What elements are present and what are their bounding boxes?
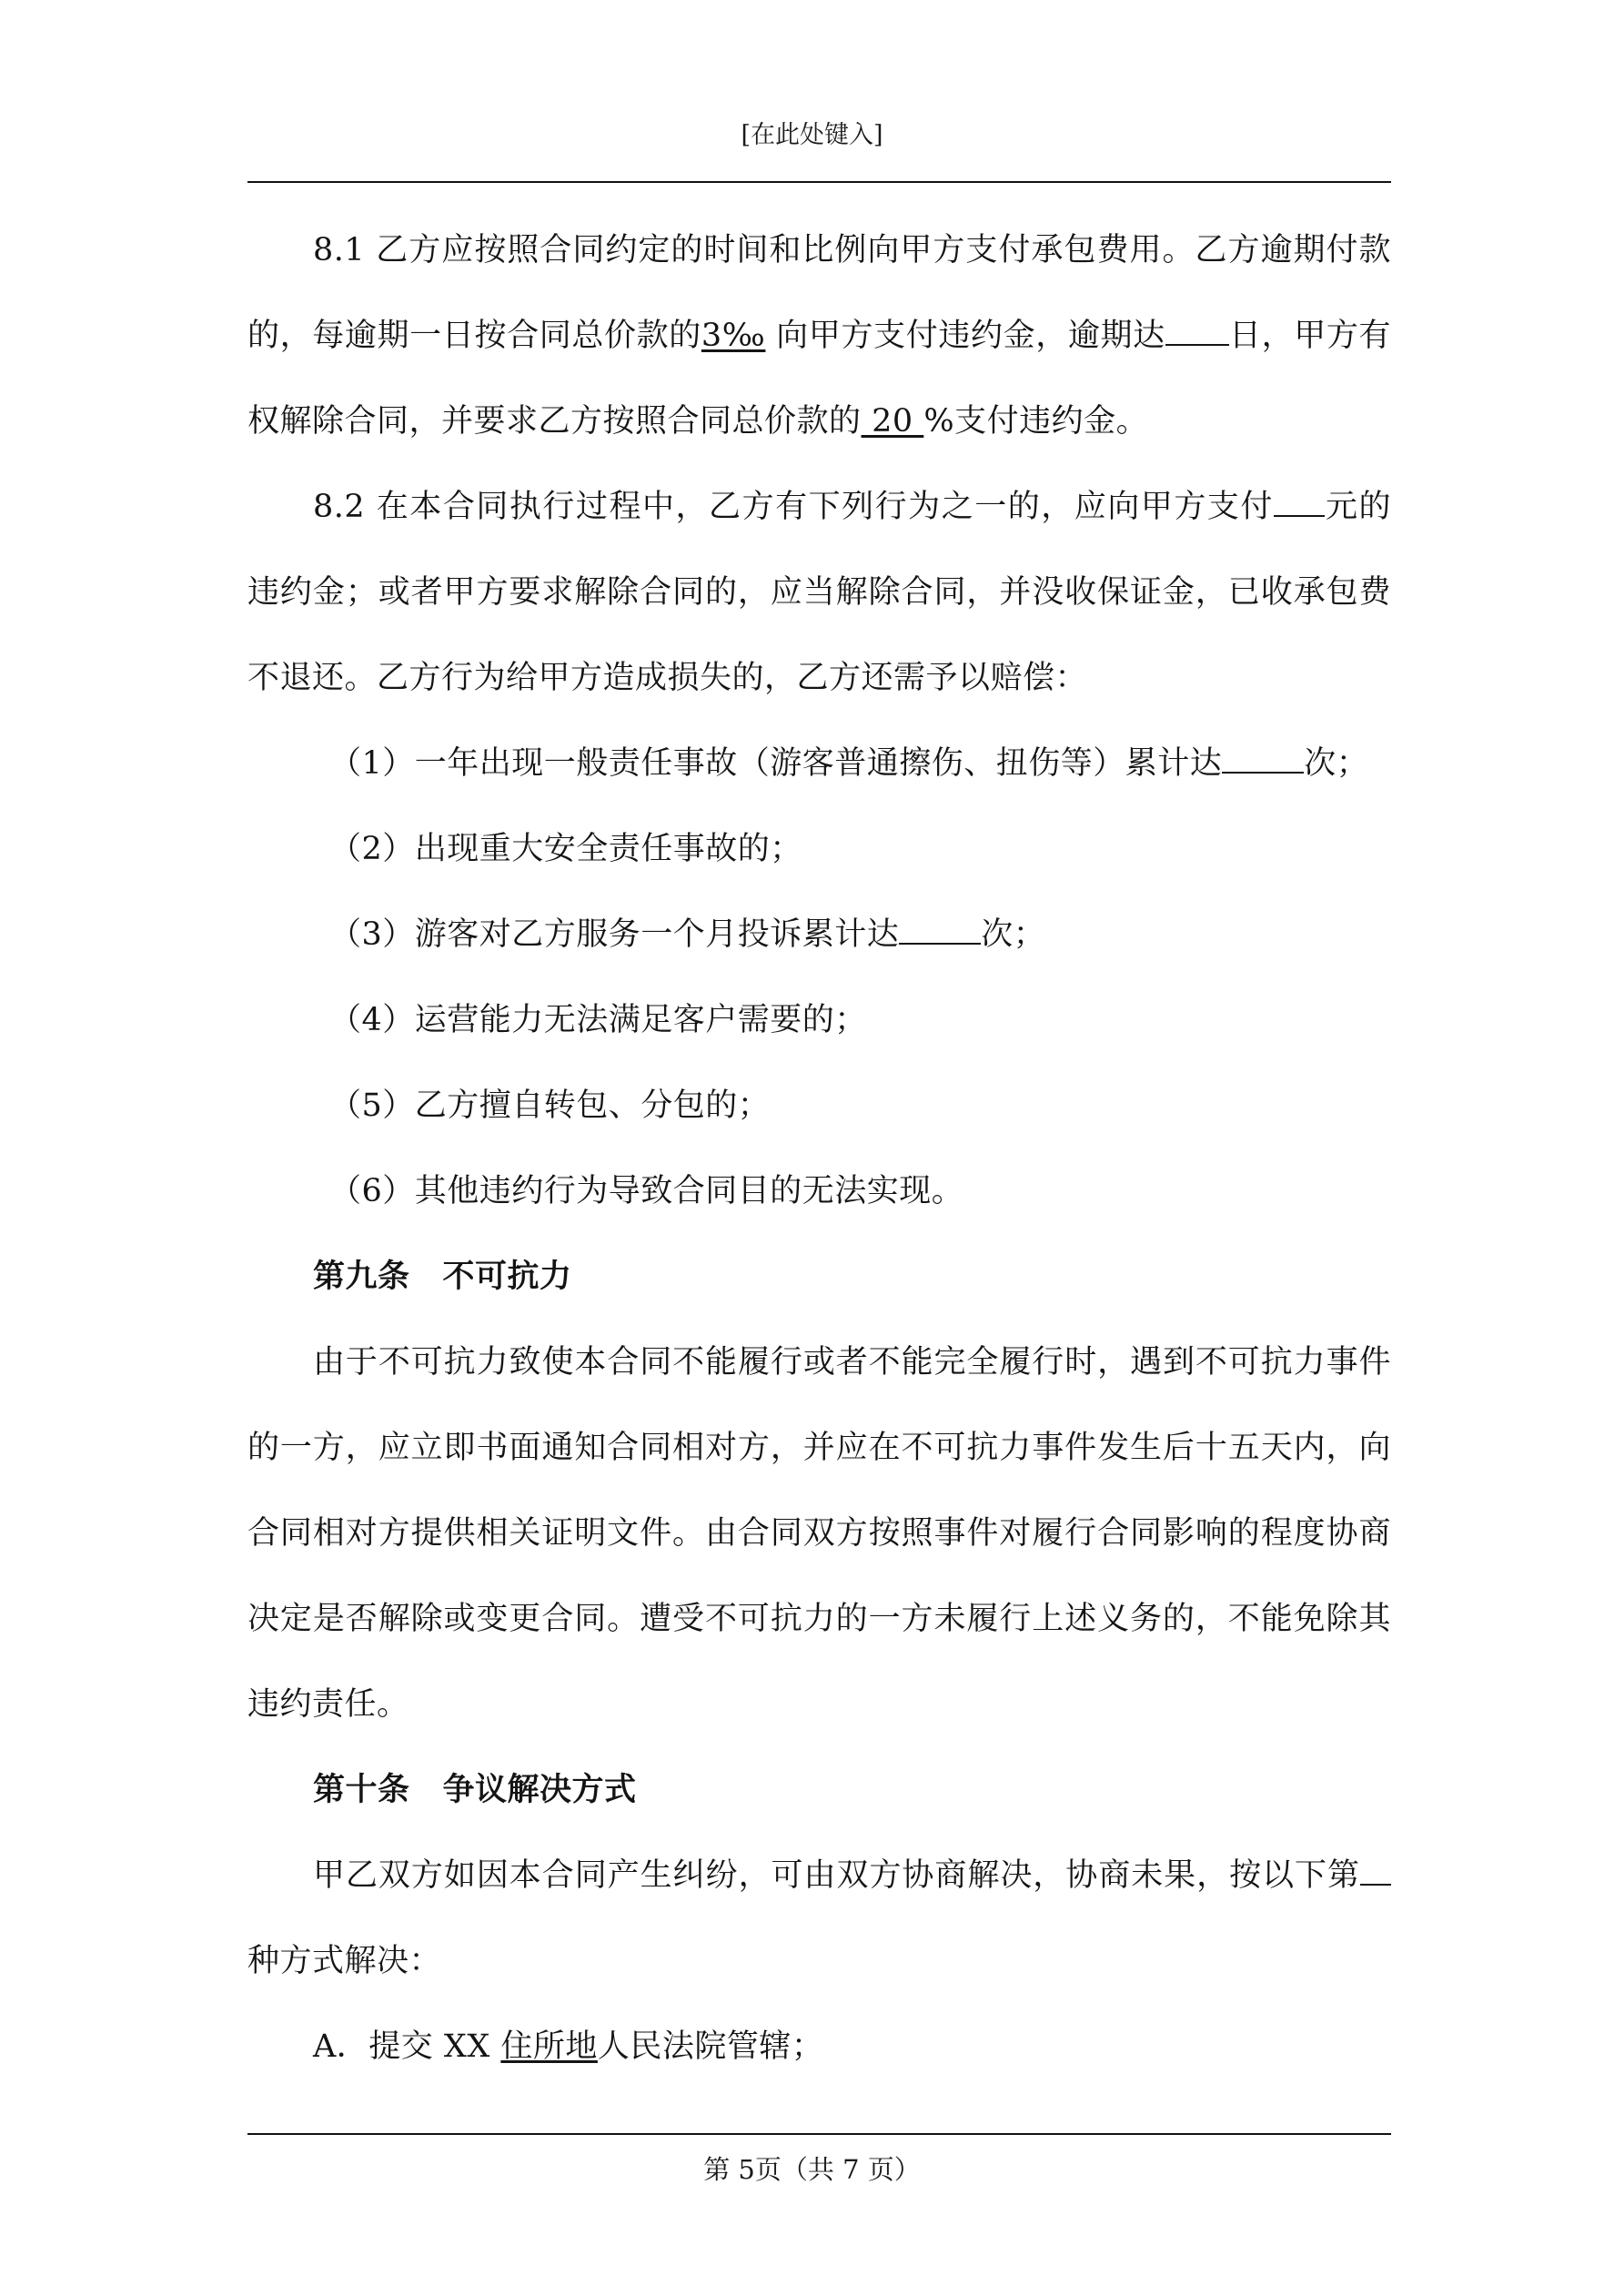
- penalty-amount-blank[interactable]: [1274, 485, 1325, 517]
- article-10-text-a: 甲乙双方如因本合同产生纠纷，可由双方协商解决，协商未果，按以下第: [313, 1857, 1360, 1894]
- option-a-prefix: A．提交 XX: [313, 2028, 501, 2065]
- accident-count-blank[interactable]: [1222, 742, 1304, 774]
- overdue-days-blank[interactable]: [1165, 314, 1229, 346]
- list-item-3: [247, 892, 1391, 977]
- clause-8-2-text-b: 元的违约金；或者甲方要求解除合同的，应当解除合同，并没收保证金，已收承包费不退还。乙方行为给甲方造成损失的，乙方还需予以赔偿：: [247, 489, 1391, 696]
- list-item-4: （4）运营能力无法满足客户需要的；: [329, 1002, 867, 1038]
- option-a-underlined: 住所地: [500, 2028, 598, 2065]
- clause-8-2-text-a: 8.2 在本合同执行过程中，乙方有下列行为之一的，应向甲方支付: [313, 489, 1274, 525]
- clause-8-1: [247, 207, 1391, 464]
- clause-8-1-text-d: %支付违约金。: [923, 403, 1149, 440]
- article-10-text-b: 种方式解决：: [247, 1943, 442, 1979]
- article-9-heading: [247, 1234, 1391, 1320]
- article-10-text: [247, 1833, 1391, 2004]
- complaint-count-blank[interactable]: [899, 913, 981, 945]
- clause-8-1-text-c: 日，甲方有权解除合同，并要求乙方按照合同总价款的: [247, 318, 1391, 440]
- list-item-1: [247, 721, 1391, 806]
- footer-rule: [247, 2133, 1391, 2135]
- list-item-5: （5）乙方擅自转包、分包的；: [329, 1087, 771, 1124]
- page-header: [在此处键入]: [741, 121, 883, 149]
- resolution-option-blank[interactable]: [1360, 1854, 1391, 1886]
- article-9-text: 由于不可抗力致使本合同不能履行或者不能完全履行时，遇到不可抗力事件的一方，应立即书面通知合同相对方，并应在不可抗力事件发生后十五天内，向合同相对方提供相关证明文件。由合同双方按照事件对履行合同影响的程度协商决定是否解除或变更合同。遭受不可抗力的一方未履行上述义务的，不能免除其违约责任。: [247, 1344, 1391, 1723]
- list-item-2: （2）出现重大安全责任事故的；: [329, 831, 802, 867]
- article-10-heading: [247, 1747, 1391, 1833]
- option-a-suffix: 人民法院管辖；: [597, 2028, 824, 2065]
- clause-8-1-text-b: 向甲方支付违约金，逾期达: [765, 318, 1165, 354]
- article-9-title: 不可抗力: [442, 1258, 572, 1295]
- list-item-1-suffix: 次；: [1304, 745, 1369, 782]
- header-rule: [247, 181, 1391, 183]
- article-10-title: 争议解决方式: [442, 1771, 637, 1808]
- option-a: [247, 2004, 1391, 2089]
- page-footer: 第 5页（共 7 页）: [703, 2154, 921, 2185]
- list-item-6: （6）其他违约行为导致合同目的无法实现。: [329, 1173, 964, 1209]
- list-item-3-text: （3）游客对乙方服务一个月投诉累计达: [329, 916, 900, 953]
- article-10-number: 第十条: [313, 1771, 410, 1808]
- document-body: [247, 207, 1391, 2089]
- penalty-percentage: 20: [861, 403, 924, 440]
- late-fee-rate: 3‰: [701, 318, 766, 354]
- article-9-number: 第九条: [313, 1258, 410, 1295]
- list-item-3-suffix: 次；: [981, 916, 1046, 953]
- clause-8-1-text-a: 8.1 乙方应按照合同约定的时间和比例向甲方支付承包费用。乙方逾期付款的，每逾期一日按合同总价款的: [247, 232, 1391, 354]
- clause-8-2: [247, 464, 1391, 721]
- list-item-1-text: （1）一年出现一般责任事故（游客普通擦伤、扭伤等）累计达: [329, 745, 1223, 782]
